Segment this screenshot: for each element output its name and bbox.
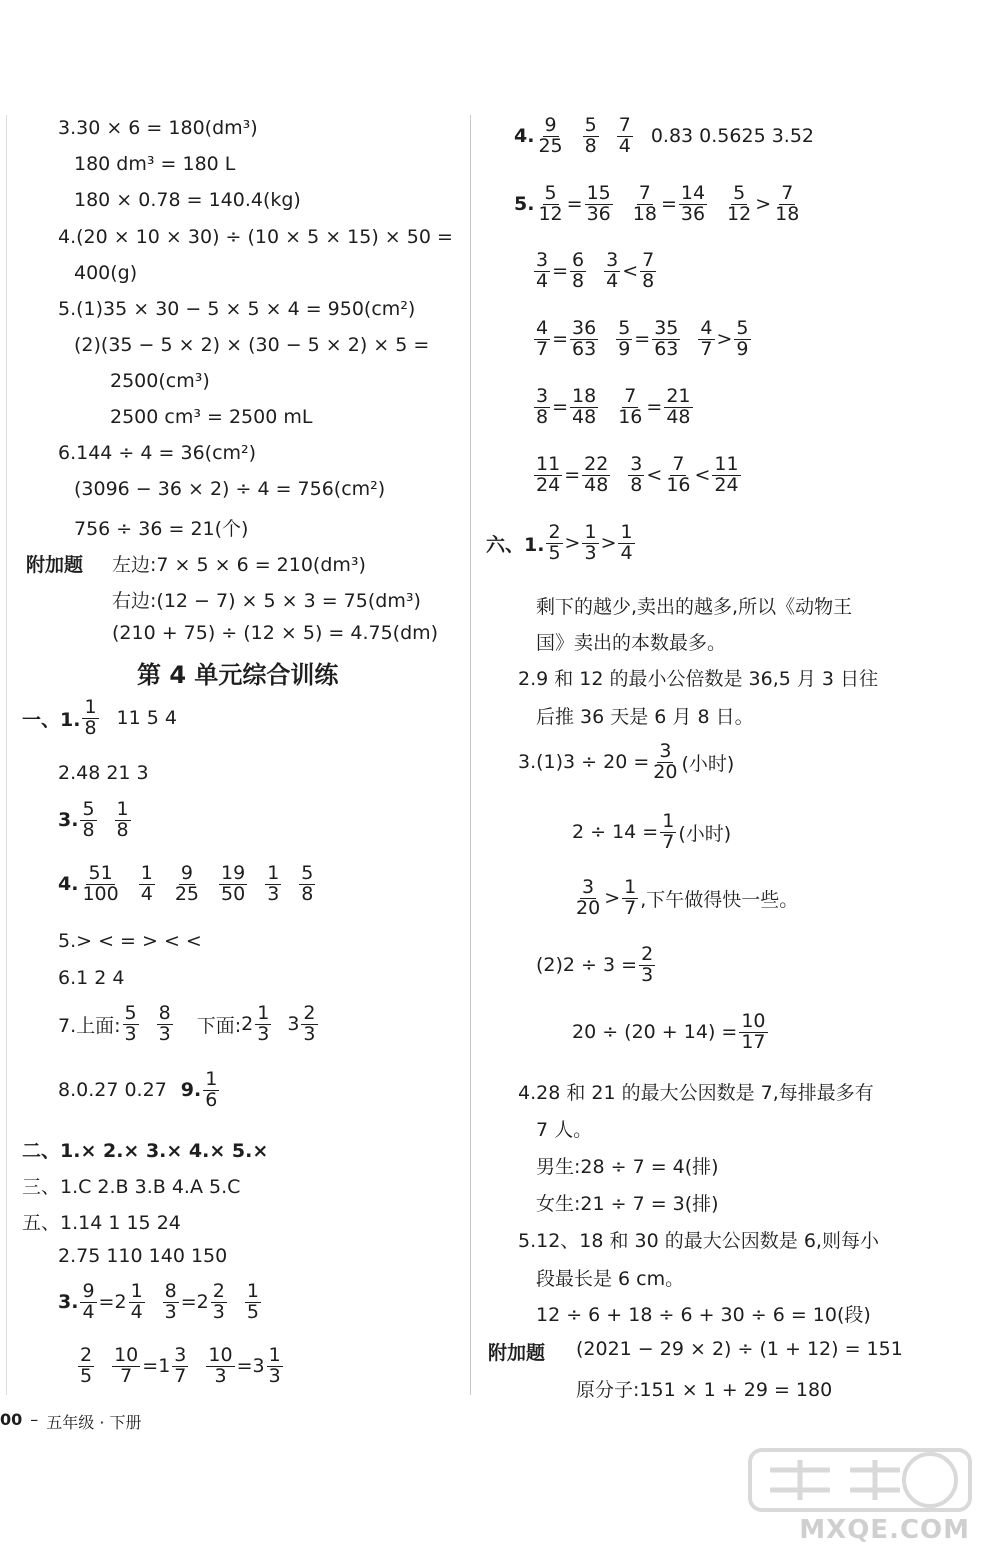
q3-row-2: 2 ÷ 14 = $\frac{1}{7}$ (小时) [572, 810, 732, 853]
left-line-6: 5.(1)35 × 30 − 5 × 5 × 4 = 950(cm²) [58, 298, 416, 320]
wu3-row-2: $\frac{2}{5}$ $\frac{10}{7}$ = 1 $\frac{3}{7}$ $\frac{10}{3}$ = 3 $\frac{1}{3}$ [76, 1346, 285, 1387]
s1-prefix: 一、1. [22, 708, 81, 731]
watermark-text: MXQE.COM [799, 1515, 970, 1545]
fraction: $\frac{7}{4}$ [618, 114, 631, 157]
mixed-number: 2 $\frac{1}{4}$ [114, 1280, 143, 1323]
s7-top-label: 7.上面: [58, 1014, 121, 1037]
r4-rest: 0.83 0.5625 3.52 [650, 125, 814, 148]
footer-grade: 五年级 · 下册 [46, 1413, 142, 1432]
r5-row-2: $\frac{3}{4}$ = $\frac{6}{8}$ $\frac{3}{4}$ < $\frac{7}{8}$ [536, 249, 655, 292]
q3-row-5: 20 ÷ (20 + 14) = $\frac{10}{17}$ [572, 1010, 766, 1053]
liu-label: 六、1. [486, 533, 545, 556]
fujia-line-2: 原分子:151 × 1 + 29 = 180 [576, 1379, 833, 1401]
q5-line-3: 12 ÷ 6 + 18 ÷ 6 + 30 ÷ 6 = 10(段) [536, 1304, 871, 1326]
left-line-2: 180 dm³ = 180 L [74, 153, 236, 175]
liu-row: 六、1. $\frac{2}{5}$ > $\frac{1}{3}$ > $\frac{1}{4}$ [486, 521, 633, 564]
section-wu-1: 五、1.14 1 15 24 [22, 1212, 181, 1234]
q3-row-1: 3.(1)3 ÷ 20 = $\frac{3}{20}$ (小时) [518, 740, 735, 783]
section-san: 三、1.C 2.B 3.B 4.A 5.C [22, 1176, 241, 1198]
left-line-12: 756 ÷ 36 = 21(个) [74, 518, 249, 540]
s8-row [58, 1070, 221, 1111]
q3c-text: ,下午做得快一些。 [640, 888, 799, 911]
right-fujia-label: 附加题 [488, 1342, 546, 1364]
footer-dash: – [30, 1410, 39, 1429]
fraction: $\frac{1}{8}$ [116, 798, 129, 841]
s8-text: 8.0.27 0.27 [58, 1079, 167, 1102]
left-line-10: 6.144 ÷ 4 = 36(cm²) [58, 442, 257, 464]
q3b-text: 2 ÷ 14 = [572, 821, 659, 844]
left-margin-rule [6, 115, 7, 1395]
s5-row: 5.> < = > < < [58, 930, 202, 952]
left-fujia-label: 附加题 [26, 554, 84, 576]
q3-row-3: $\frac{3}{20}$ > $\frac{1}{7}$ ,下午做得快一些。 [576, 876, 799, 919]
r4-row: 4. $\frac{9}{25}$ $\frac{5}{8}$ $\frac{7}{4}$ 0.83 0.5625 3.52 [514, 114, 814, 157]
q4-line-3: 男生:28 ÷ 7 = 4(排) [536, 1156, 719, 1178]
fraction: $\frac{1}{6}$ [205, 1068, 218, 1111]
section-heading: 第 4 单元综合训练 [137, 661, 339, 689]
r5-row-4: $\frac{3}{8}$ = $\frac{18}{48}$ $\frac{7}{16}$ = $\frac{21}{48}$ [536, 385, 691, 428]
fraction: $\frac{1}{8}$ [84, 696, 97, 739]
q3b-unit: (小时) [678, 822, 732, 845]
fraction: $\frac{9}{25}$ [174, 862, 199, 905]
section-wu-2: 2.75 110 140 150 [58, 1245, 228, 1267]
q2-line-1: 2.9 和 12 的最小公倍数是 36,5 月 3 日往 [518, 668, 879, 690]
wu3-row: 3. $\frac{9}{4}$ = 2 $\frac{1}{4}$ $\frac{8}{3}$ = 2 $\frac{2}{3}$ $\frac{1}{5}$ [58, 1280, 259, 1323]
mixed-number: 1 $\frac{3}{7}$ [158, 1344, 187, 1387]
s6-row: 6.1 2 4 [58, 967, 125, 989]
fraction: $\frac{51}{100}$ [82, 862, 119, 905]
q4-line-1: 4.28 和 21 的最大公因数是 7,每排最多有 [518, 1082, 874, 1104]
mixed-number: 3 $\frac{1}{3}$ [252, 1344, 281, 1387]
s1-rest: 11 5 4 [116, 707, 177, 730]
left-line-13: 左边:7 × 5 × 6 = 210(dm³) [112, 554, 366, 576]
s7-row [58, 1004, 320, 1045]
q3d-text: (2)2 ÷ 3 = [536, 954, 638, 977]
fraction: $\frac{5}{3}$ [124, 1002, 137, 1045]
s7-bottom-label: 下面: [196, 1014, 242, 1037]
q5-line-2: 段最长是 6 cm。 [536, 1268, 685, 1290]
s1-row [22, 698, 177, 739]
q3a-unit: (小时) [681, 752, 735, 775]
q4-line-2: 7 人。 [536, 1119, 593, 1141]
fraction: $\frac{8}{3}$ [164, 1280, 177, 1323]
q3a-text: 3.(1)3 ÷ 20 = [518, 751, 650, 774]
mixed-number: 3 $\frac{2}{3}$ [287, 1002, 316, 1045]
fraction: $\frac{1}{4}$ [140, 862, 153, 905]
q4-line-4: 女生:21 ÷ 7 = 3(排) [536, 1193, 719, 1215]
fraction: $\frac{9}{4}$ [82, 1280, 95, 1323]
fraction: $\frac{9}{25}$ [538, 114, 563, 157]
q2-line-2: 后推 36 天是 6 月 8 日。 [536, 706, 754, 728]
left-line-3: 180 × 0.78 = 140.4(kg) [74, 189, 301, 211]
left-line-5: 400(g) [74, 262, 138, 284]
fraction: $\frac{8}{3}$ [158, 1002, 171, 1045]
fujia-line-1: (2021 − 29 × 2) ÷ (1 + 12) = 151 [576, 1338, 903, 1360]
left-line-8: 2500(cm³) [110, 370, 210, 392]
fraction: $\frac{10}{7}$ [114, 1344, 139, 1387]
left-line-9: 2500 cm³ = 2500 mL [110, 406, 313, 428]
r5-row-5: $\frac{11}{24}$ = $\frac{22}{48}$ $\frac{3}{8}$ < $\frac{7}{16}$ < $\frac{11}{24}$ [536, 453, 739, 496]
fraction: $\frac{10}{3}$ [208, 1344, 233, 1387]
page-number: 00 [0, 1410, 23, 1429]
fraction: $\frac{5}{8}$ [82, 798, 95, 841]
fraction: $\frac{5}{8}$ [584, 114, 597, 157]
s3-row: 3. $\frac{5}{8}$ $\frac{1}{8}$ [58, 798, 129, 841]
mixed-number: 2 $\frac{1}{3}$ [241, 1002, 270, 1045]
fraction: $\frac{1}{5}$ [246, 1280, 259, 1323]
s4-row: 4. $\frac{51}{100}$ $\frac{1}{4}$ $\frac{9}{25}$ $\frac{19}{50}$ $\frac{1}{3}$ $\frac{5}{8}$ [58, 862, 314, 905]
left-line-15: (210 + 75) ÷ (12 × 5) = 4.75(dm) [112, 622, 439, 644]
liu-text-1: 剩下的越少,卖出的越多,所以《动物王 [536, 596, 853, 618]
liu-text-2: 国》卖出的本数最多。 [536, 632, 727, 654]
fraction: $\frac{19}{50}$ [221, 862, 246, 905]
fraction: $\frac{5}{8}$ [301, 862, 314, 905]
left-line-14: 右边:(12 − 7) × 5 × 3 = 75(dm³) [112, 590, 421, 612]
left-line-11: (3096 − 36 × 2) ÷ 4 = 756(cm²) [74, 478, 386, 500]
r5-row-1: 5. $\frac{5}{12}$ = $\frac{15}{36}$ $\frac{7}{18}$ = $\frac{14}{36}$ $\frac{5}{12}$ > $\frac{7}{18}$ [514, 182, 800, 225]
left-line-7: (2)(35 − 5 × 2) × (30 − 5 × 2) × 5 = [74, 334, 430, 356]
left-line-4: 4.(20 × 10 × 30) ÷ (10 × 5 × 15) × 50 = [58, 226, 453, 248]
s2-row: 2.48 21 3 [58, 762, 149, 784]
fraction: $\frac{1}{3}$ [267, 862, 280, 905]
page-footer [0, 1410, 142, 1433]
q3e-text: 20 ÷ (20 + 14) = [572, 1021, 738, 1044]
q5-line-1: 5.12、18 和 30 的最大公因数是 6,则每小 [518, 1230, 879, 1252]
left-line-1: 3.30 × 6 = 180(dm³) [58, 117, 258, 139]
fraction: $\frac{2}{5}$ [80, 1344, 93, 1387]
mixed-number: 2 $\frac{2}{3}$ [196, 1280, 225, 1323]
r5-row-3: $\frac{4}{7}$ = $\frac{36}{63}$ $\frac{5}{9}$ = $\frac{35}{63}$ $\frac{4}{7}$ > $\frac{5}{9}$ [536, 317, 749, 360]
s9-label: 9. [180, 1079, 202, 1102]
q3-row-4: (2)2 ÷ 3 = $\frac{2}{3}$ [536, 943, 654, 986]
column-divider [470, 115, 471, 1395]
section-er: 二、1.× 2.× 3.× 4.× 5.× [22, 1140, 269, 1162]
